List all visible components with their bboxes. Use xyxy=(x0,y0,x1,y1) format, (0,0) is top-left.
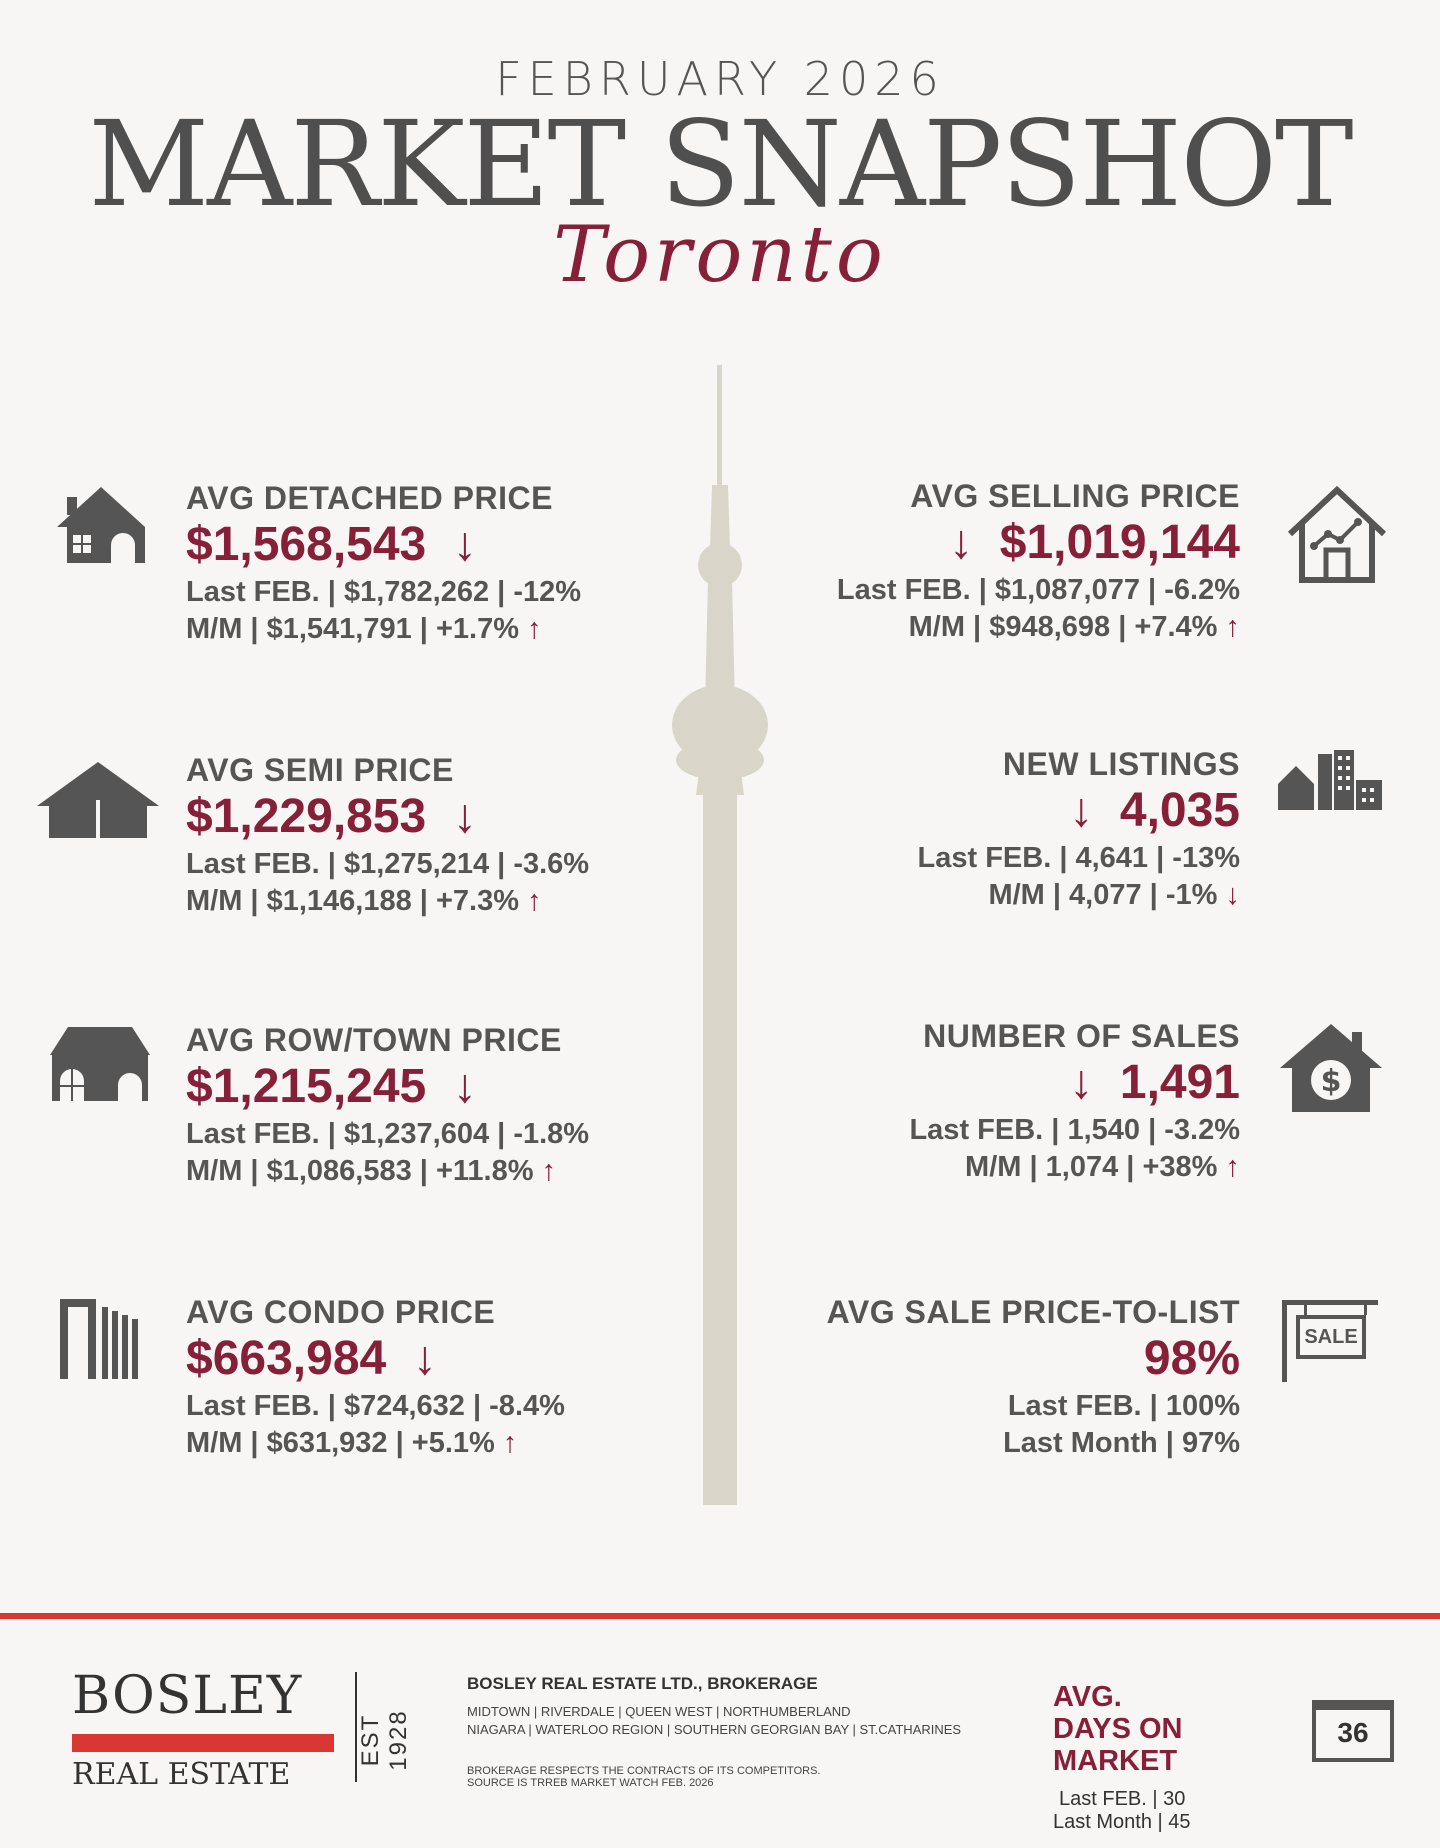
stat-price-to-list xyxy=(720,1294,1240,1460)
arrow-down-icon: ↓ xyxy=(1069,1056,1094,1109)
stat-avg-row-town xyxy=(186,1022,706,1188)
condo-icon xyxy=(58,1295,144,1381)
stat-month-over-month: M/M | $948,698 | +7.4% ↑ xyxy=(908,610,1240,643)
townhouse-icon xyxy=(48,1025,152,1103)
stat-last-year: Last FEB. | $1,087,077 | -6.2% xyxy=(836,573,1240,606)
dom-last-month: Last Month | 45 xyxy=(1053,1810,1191,1833)
areas-line-2: NIAGARA | WATERLOO REGION | SOUTHERN GEORGIAN BAY | ST.CATHARINES xyxy=(467,1722,962,1737)
stat-last-year: Last FEB. | $1,782,262 | -12% xyxy=(186,575,582,608)
company-name: BOSLEY REAL ESTATE LTD., BROKERAGE xyxy=(467,1674,818,1693)
semi-house-icon xyxy=(35,760,161,840)
stat-label: NUMBER OF SALES xyxy=(923,1018,1240,1054)
stat-label: AVG ROW/TOWN PRICE xyxy=(186,1022,562,1058)
brand-est: EST 1928 xyxy=(357,1709,412,1771)
stat-last-year: Last FEB. | $1,237,604 | -1.8% xyxy=(186,1117,590,1150)
arrow-down-icon: ↓ xyxy=(1225,878,1240,911)
calendar-icon xyxy=(1312,1700,1394,1762)
stat-value: ↓ 1,491 xyxy=(1069,1056,1240,1109)
stat-value: $1,229,853 ↓ xyxy=(186,790,477,843)
stat-month-over-month: M/M | $1,541,791 | +1.7% ↑ xyxy=(186,612,542,645)
company-info xyxy=(467,1674,1027,1789)
stat-last-year: Last FEB. | $724,632 | -8.4% xyxy=(186,1389,565,1422)
stat-label: AVG SELLING PRICE xyxy=(910,478,1240,514)
arrow-up-icon: ↑ xyxy=(1225,1150,1240,1183)
stat-last-month: Last Month | 97% xyxy=(1003,1426,1240,1459)
stat-last-year: Last FEB. | 4,641 | -13% xyxy=(917,841,1240,874)
arrow-up-icon: ↑ xyxy=(1225,610,1240,643)
stat-value: $663,984 ↓ xyxy=(186,1332,437,1385)
dom-title-1: AVG. xyxy=(1053,1681,1122,1713)
disclaimer-1: BROKERAGE RESPECTS THE CONTRACTS OF ITS COMPETITORS. xyxy=(467,1765,821,1777)
stat-number-of-sales xyxy=(720,1018,1240,1184)
stat-avg-semi xyxy=(186,752,706,918)
stat-label: AVG SEMI PRICE xyxy=(186,752,454,788)
city-script: Toronto xyxy=(553,210,887,300)
disclaimer-2: SOURCE IS TRREB MARKET WATCH FEB. 2026 xyxy=(467,1777,714,1789)
stat-month-over-month: M/M | $1,146,188 | +7.3% ↑ xyxy=(186,884,542,917)
dollar-house-icon xyxy=(1278,1022,1384,1114)
dom-title-2: DAYS ON MARKET xyxy=(1053,1712,1183,1777)
sale-sign-label: SALE xyxy=(1296,1315,1366,1359)
stat-month-over-month: M/M | $631,932 | +5.1% ↑ xyxy=(186,1426,518,1459)
arrow-up-icon: ↑ xyxy=(527,884,542,917)
stat-month-over-month: M/M | 1,074 | +38% ↑ xyxy=(965,1150,1240,1183)
dom-value: 36 xyxy=(1337,1717,1369,1748)
brand-logo xyxy=(72,1666,342,1792)
arrow-down-icon: ↓ xyxy=(949,516,974,569)
sale-sign-icon xyxy=(1282,1300,1378,1382)
stat-label: NEW LISTINGS xyxy=(1002,746,1240,782)
stat-label: AVG DETACHED PRICE xyxy=(186,480,553,516)
stat-value: 98% xyxy=(1143,1332,1240,1385)
days-on-market xyxy=(1053,1682,1313,1834)
arrow-up-icon: ↑ xyxy=(541,1154,557,1187)
stat-avg-detached xyxy=(186,480,706,646)
stat-value: ↓ 4,035 xyxy=(1069,784,1240,837)
stat-last-year: Last FEB. | 100% xyxy=(1007,1389,1240,1422)
arrow-down-icon: ↓ xyxy=(452,518,477,571)
stat-month-over-month: M/M | 4,077 | -1% ↓ xyxy=(988,878,1240,911)
buildings-icon xyxy=(1276,750,1386,812)
arrow-down-icon: ↓ xyxy=(1069,784,1094,837)
brand-top: BOSLEY xyxy=(72,1666,303,1726)
arrow-up-icon: ↑ xyxy=(502,1426,518,1459)
arrow-down-icon: ↓ xyxy=(412,1332,437,1385)
date-kicker: FEBRUARY 2026 xyxy=(495,52,945,106)
stat-label: AVG SALE PRICE-TO-LIST xyxy=(826,1294,1240,1330)
stat-value: $1,215,245 ↓ xyxy=(186,1060,477,1113)
areas-line-1: MIDTOWN | RIVERDALE | QUEEN WEST | NORTHUMBERLAND xyxy=(467,1704,851,1719)
stat-month-over-month: M/M | $1,086,583 | +11.8% ↑ xyxy=(186,1154,557,1187)
brand-bottom: REAL ESTATE xyxy=(72,1757,291,1792)
svg-text:$: $ xyxy=(1320,1064,1342,1099)
stat-avg-condo xyxy=(186,1294,706,1460)
house-icon xyxy=(55,485,147,565)
house-chart-icon xyxy=(1286,484,1388,584)
stat-last-year: Last FEB. | 1,540 | -3.2% xyxy=(909,1113,1240,1146)
stat-label: AVG CONDO PRICE xyxy=(186,1294,496,1330)
stat-new-listings xyxy=(720,746,1240,912)
dom-last-feb: Last FEB. | 30 xyxy=(1059,1787,1186,1810)
stat-value: $1,568,543 ↓ xyxy=(186,518,477,571)
footer-divider xyxy=(0,1613,1440,1619)
stat-last-year: Last FEB. | $1,275,214 | -3.6% xyxy=(186,847,590,880)
stat-avg-selling xyxy=(720,478,1240,644)
arrow-down-icon: ↓ xyxy=(452,1060,477,1113)
stat-value: ↓ $1,019,144 xyxy=(949,516,1240,569)
arrow-down-icon: ↓ xyxy=(452,790,477,843)
page-title: MARKET SNAPSHOT xyxy=(88,95,1352,233)
arrow-up-icon: ↑ xyxy=(527,612,542,645)
